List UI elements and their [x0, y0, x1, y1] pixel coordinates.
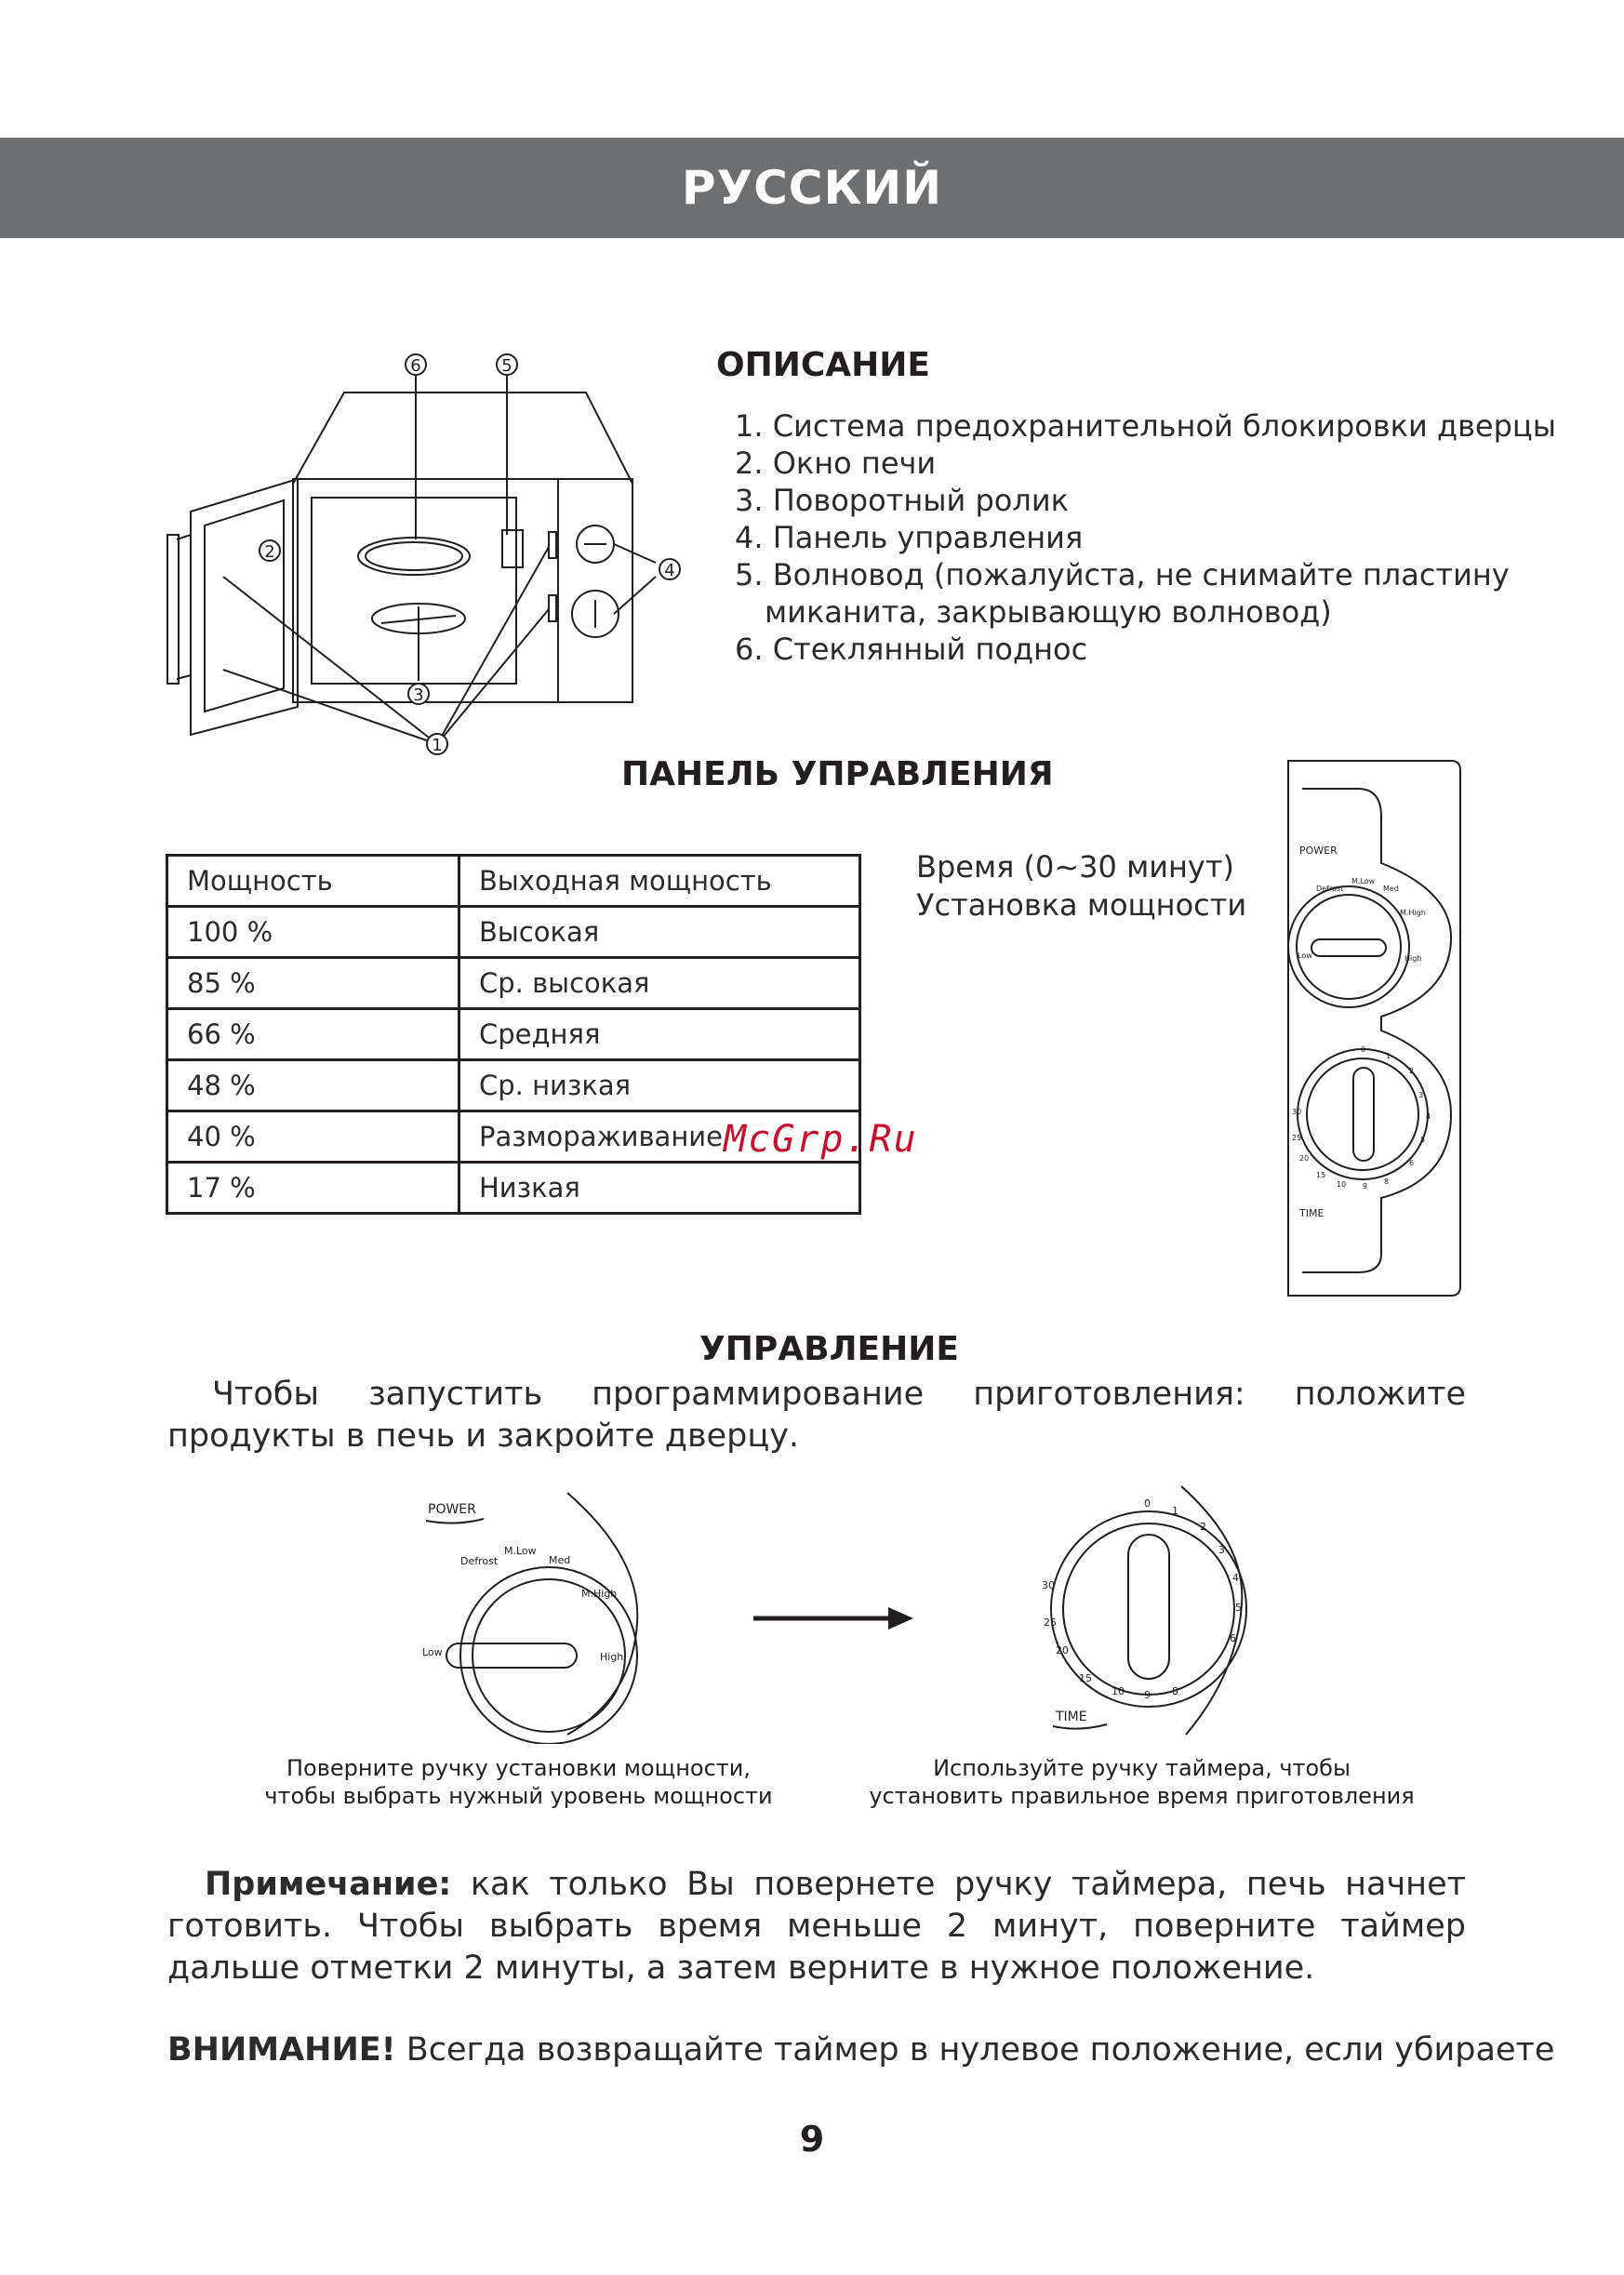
svg-text:5: 5 — [501, 356, 512, 376]
svg-text:M.High: M.High — [581, 1588, 618, 1600]
table-cell: Высокая — [459, 907, 860, 958]
svg-text:9: 9 — [1144, 1689, 1151, 1701]
svg-text:6: 6 — [410, 356, 421, 376]
power-knob-caption — [233, 1754, 805, 1810]
svg-text:4: 4 — [1426, 1112, 1431, 1121]
svg-text:Med: Med — [1383, 885, 1399, 893]
svg-text:M.High: M.High — [1400, 909, 1426, 917]
table-cell: 100 % — [167, 907, 459, 958]
callout-6 — [406, 354, 426, 376]
svg-text:30: 30 — [1042, 1579, 1055, 1591]
svg-text:8: 8 — [1384, 1177, 1390, 1186]
timer-knob-caption — [856, 1754, 1428, 1810]
timer-knob — [1292, 1045, 1431, 1191]
description-item: 4. Панель управления — [735, 520, 1084, 555]
caption-line: Поверните ручку установки мощности, — [286, 1755, 751, 1781]
svg-text:4: 4 — [664, 561, 675, 580]
callout-1 — [427, 734, 447, 755]
table-cell: 48 % — [167, 1060, 459, 1111]
svg-text:25: 25 — [1292, 1134, 1302, 1142]
svg-text:High: High — [600, 1651, 624, 1663]
power-knob-illustration — [409, 1483, 679, 1744]
table-row — [167, 1060, 860, 1111]
description-item: 3. Поворотный ролик — [735, 483, 1069, 518]
caption-line: установить правильное время приготовления — [869, 1783, 1415, 1809]
power-knob — [1288, 877, 1426, 1007]
svg-text:9: 9 — [1363, 1182, 1368, 1191]
svg-text:High: High — [1404, 954, 1422, 963]
svg-text:POWER: POWER — [428, 1502, 476, 1517]
table-cell: Ср. низкая — [459, 1060, 860, 1111]
operation-title: УПРАВЛЕНИЕ — [699, 1330, 959, 1368]
svg-text:20: 20 — [1299, 1154, 1310, 1163]
table-cell: Низкая — [459, 1163, 860, 1214]
svg-text:10: 10 — [1112, 1685, 1125, 1697]
svg-text:20: 20 — [1056, 1644, 1069, 1656]
svg-text:Med: Med — [549, 1554, 571, 1566]
callout-5 — [497, 354, 517, 376]
timer-knob-illustration — [1032, 1479, 1265, 1739]
language-banner — [0, 138, 1624, 238]
warning-text: Всегда возвращайте таймер в нулевое положение, если убираете — [395, 2031, 1555, 2069]
svg-text:2: 2 — [1409, 1067, 1415, 1075]
control-panel-notes — [916, 848, 1246, 925]
svg-text:5: 5 — [1235, 1602, 1242, 1614]
table-row — [167, 1009, 860, 1060]
svg-text:Low: Low — [422, 1646, 443, 1658]
control-panel-illustration — [1279, 752, 1465, 1300]
table-cell: 17 % — [167, 1163, 459, 1214]
description-item: 5. Волновод (пожалуйста, не снимайте пластину — [735, 557, 1510, 592]
svg-text:5: 5 — [1420, 1136, 1426, 1144]
description-item: 1. Система предохранительной блокировки дверцы — [735, 408, 1556, 444]
caption-line: Используйте ручку таймера, чтобы — [933, 1755, 1351, 1781]
table-header: Мощность — [167, 856, 459, 907]
svg-text:25: 25 — [1044, 1616, 1057, 1629]
svg-text:15: 15 — [1079, 1672, 1092, 1684]
table-cell: 85 % — [167, 958, 459, 1009]
svg-text:30: 30 — [1292, 1108, 1302, 1116]
description-list — [735, 407, 1556, 668]
svg-text:TIME: TIME — [1299, 1207, 1324, 1219]
microwave-diagram — [149, 344, 698, 763]
svg-text:4: 4 — [1232, 1572, 1239, 1584]
note-text: как только Вы повернете ручку таймера, печь начнет готовить. Чтобы выбрать время меньше 2 минут, поверните таймер дальше отметки 2 минуты, а затем верните в нужное положение. — [167, 1866, 1466, 1987]
callout-3 — [408, 684, 429, 705]
svg-text:10: 10 — [1337, 1180, 1347, 1189]
svg-text:0: 0 — [1361, 1045, 1366, 1054]
arrow-right-icon — [753, 1604, 916, 1632]
table-header-row — [167, 856, 860, 907]
svg-text:2: 2 — [264, 542, 275, 562]
table-cell: 66 % — [167, 1009, 459, 1060]
svg-text:6: 6 — [1230, 1632, 1236, 1644]
description-item: миканита, закрывающую волновод) — [765, 594, 1332, 630]
table-cell: Средняя — [459, 1009, 860, 1060]
svg-text:1: 1 — [1172, 1505, 1178, 1517]
svg-text:1: 1 — [1386, 1052, 1391, 1060]
svg-text:8: 8 — [1172, 1685, 1178, 1697]
table-header: Выходная мощность — [459, 856, 860, 907]
table-row — [167, 1163, 860, 1214]
callout-4 — [659, 559, 680, 580]
table-cell: Ср. высокая — [459, 958, 860, 1009]
svg-text:2: 2 — [1200, 1521, 1206, 1533]
svg-text:3: 3 — [1218, 1544, 1225, 1556]
svg-text:3: 3 — [413, 685, 424, 705]
callout-2 — [260, 540, 280, 562]
note-label: Примечание: — [205, 1866, 452, 1903]
svg-text:M.Low: M.Low — [1351, 877, 1376, 885]
time-range-note: Время (0~30 минут) — [916, 849, 1234, 885]
warning-paragraph — [167, 2029, 1555, 2071]
note-paragraph — [167, 1864, 1466, 1989]
power-setting-note: Установка мощности — [916, 887, 1247, 923]
language-title: РУССКИЙ — [681, 161, 943, 215]
watermark: McGrp.Ru — [724, 1118, 918, 1161]
table-cell: 40 % — [167, 1111, 459, 1163]
svg-text:POWER: POWER — [1299, 845, 1338, 857]
description-title: ОПИСАНИЕ — [716, 346, 930, 384]
svg-text:15: 15 — [1316, 1171, 1326, 1179]
table-cell: Размораживание — [459, 1111, 860, 1163]
svg-text:Defrost: Defrost — [1316, 885, 1344, 893]
warning-label: ВНИМАНИЕ! — [167, 2031, 396, 2069]
description-item: 2. Окно печи — [735, 446, 937, 481]
svg-text:TIME: TIME — [1056, 1710, 1087, 1724]
svg-text:0: 0 — [1144, 1497, 1151, 1510]
caption-line: чтобы выбрать нужный уровень мощности — [264, 1783, 773, 1809]
svg-text:Low: Low — [1298, 951, 1312, 960]
table-row — [167, 958, 860, 1009]
operation-intro: Чтобы запустить программирование приготовления: положите продукты в печь и закройте дверцу. — [167, 1376, 1466, 1455]
control-panel-title: ПАНЕЛЬ УПРАВЛЕНИЯ — [621, 755, 1054, 793]
svg-text:Defrost: Defrost — [460, 1555, 499, 1567]
svg-text:3: 3 — [1418, 1091, 1424, 1099]
svg-text:M.Low: M.Low — [504, 1545, 537, 1557]
svg-text:1: 1 — [432, 736, 443, 755]
description-item: 6. Стеклянный поднос — [735, 632, 1088, 667]
svg-text:6: 6 — [1409, 1159, 1415, 1167]
table-row — [167, 907, 860, 958]
page-number: 9 — [799, 2119, 825, 2160]
